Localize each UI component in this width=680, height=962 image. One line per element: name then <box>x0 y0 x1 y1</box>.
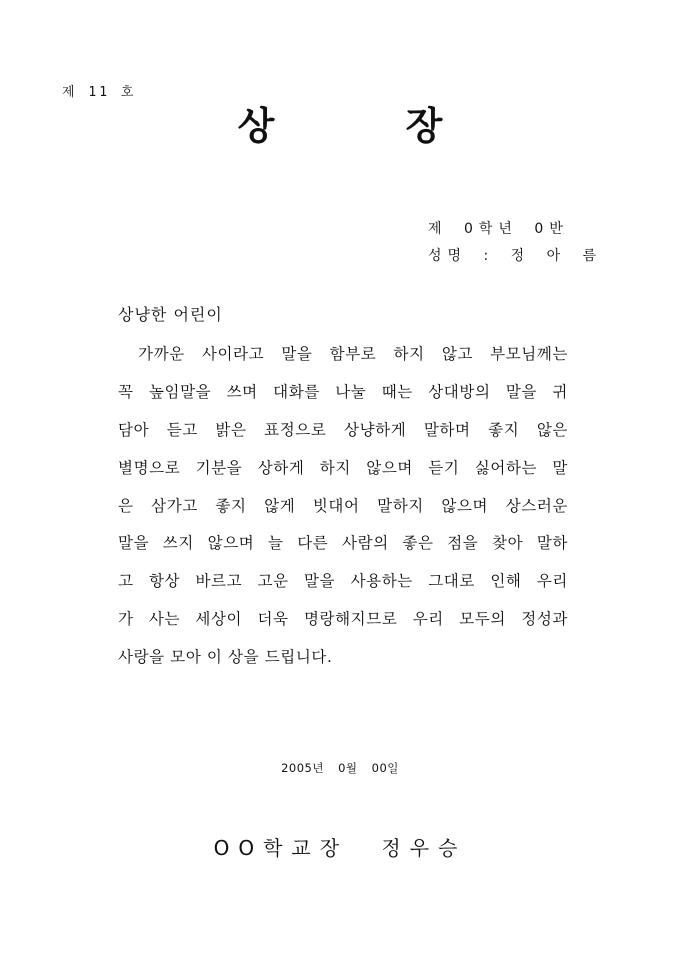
citation-line: 사랑을 모아 이 상을 드립니다. <box>118 648 333 667</box>
citation-line: 꼭 높임말을 쓰며 대화를 나눌 때는 상대방의 말을 귀 <box>118 382 568 401</box>
citation-line: 가 사는 세상이 더욱 명랑해지므로 우리 모두의 정성과 <box>118 610 568 629</box>
certificate-title: 상 장 <box>237 104 443 148</box>
citation-line: 말을 쓰지 않으며 늘 다른 사람의 좋은 점을 찾아 말하 <box>118 534 568 553</box>
citation-line: 은 삼가고 좋지 않게 빗대어 말하지 않으며 상스러운 <box>118 496 568 515</box>
citation-line: 담아 듣고 밝은 표정으로 상냥하게 말하며 좋지 않은 <box>118 420 568 439</box>
recipient-name: 성명 : 정 아 름 <box>428 248 603 264</box>
citation-line: 고 항상 바르고 고운 말을 사용하는 그대로 인해 우리 <box>118 572 568 591</box>
citation-line: 별명으로 기분을 상하게 하지 않으며 듣기 싫어하는 말 <box>118 458 568 477</box>
award-date: 2005년 0월 00일 <box>281 761 399 775</box>
principal-signature: OO학교장 정우승 <box>213 836 467 860</box>
citation-body <box>118 336 568 677</box>
citation-line: 가까운 사이라고 말을 함부로 하지 않고 부모님께는 <box>138 345 568 363</box>
document-number: 제 11 호 <box>62 85 137 100</box>
award-name: 상냥한 어린이 <box>118 305 223 324</box>
recipient-class: 제 0학년 0반 <box>428 221 569 237</box>
